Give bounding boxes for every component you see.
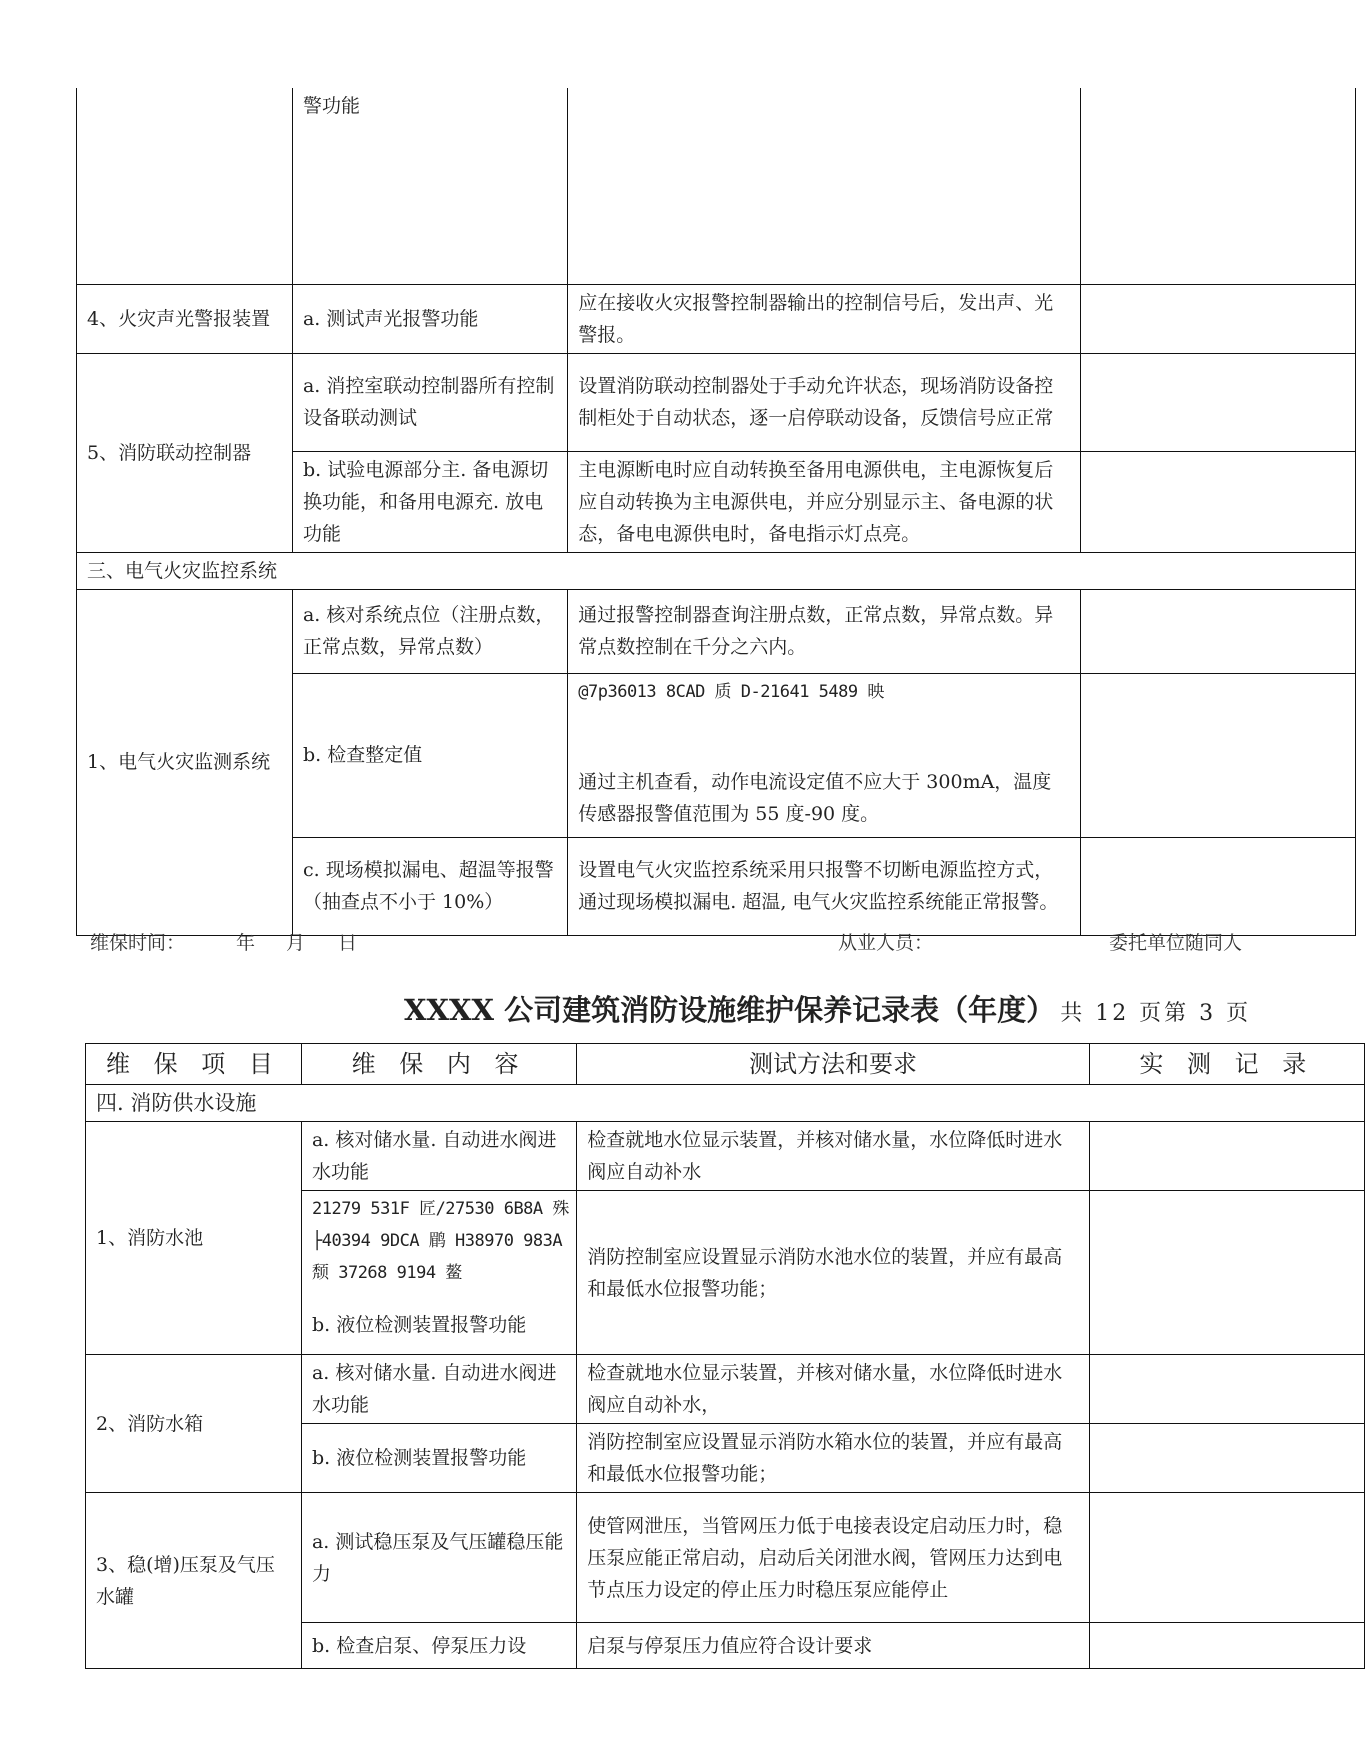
section-heading: 四. 消防供水设施 xyxy=(86,1085,1365,1122)
record-cell[interactable] xyxy=(1080,673,1355,837)
content-cell: b. 试验电源部分主. 备电源切换功能，和备用电源充. 放电功能 xyxy=(292,451,567,552)
record-cell[interactable] xyxy=(1089,1424,1364,1493)
page-number: 共 12 页第 3 页 xyxy=(1060,1001,1252,1026)
content-cell: 警功能 xyxy=(292,88,567,284)
requirement-cell xyxy=(568,673,1080,837)
item-cell xyxy=(77,88,293,284)
requirement-cell xyxy=(568,88,1080,284)
client-escort-label: 委托单位随同人 xyxy=(1109,932,1243,954)
maintenance-table-top xyxy=(76,88,1356,936)
staff-label: 从业人员： xyxy=(838,932,934,954)
record-cell[interactable] xyxy=(1080,88,1355,284)
record-cell[interactable] xyxy=(1089,1623,1364,1669)
record-cell[interactable] xyxy=(1080,353,1355,451)
footer-signature-line xyxy=(90,928,1250,962)
month-label: 月 xyxy=(286,932,306,954)
garbled-text: @7p36013 8CAD 质 D-21641 5489 映 xyxy=(578,681,884,702)
content-cell: a. 核对储水量. 自动进水阀进水功能 xyxy=(301,1122,576,1191)
title-text: XXXX 公司建筑消防设施维护保养记录表（年度） xyxy=(404,993,1056,1027)
header-item: 维 保 项 目 xyxy=(86,1044,302,1085)
header-method: 测试方法和要求 xyxy=(577,1044,1089,1085)
header-record: 实 测 记 录 xyxy=(1089,1044,1364,1085)
item-label-fire-pool: 1、消防水池 xyxy=(86,1122,302,1355)
requirement-cell: 应在接收火灾报警控制器输出的控制信号后，发出声、光警报。 xyxy=(568,284,1080,353)
requirement-cell: 启泵与停泵压力值应符合设计要求 xyxy=(577,1623,1089,1669)
content-cell: c. 现场模拟漏电、超温等报警（抽查点不小于 10%） xyxy=(292,837,567,935)
item-label-pressure-pump: 3、稳(增)压泵及气压水罐 xyxy=(86,1493,302,1669)
maintenance-table-bottom xyxy=(85,1043,1365,1669)
content-cell: a. 核对储水量. 自动进水阀进水功能 xyxy=(301,1355,576,1424)
requirement-cell: 设置电气火灾监控系统采用只报警不切断电源监控方式，通过现场模拟漏电. 超温, 电气火灾监控系统能正常报警。 xyxy=(568,837,1080,935)
content-cell xyxy=(301,1191,576,1355)
content-cell: b. 检查启泵、停泵压力设 xyxy=(301,1623,576,1669)
requirement-cell: 消防控制室应设置显示消防水箱水位的装置，并应有最高和最低水位报警功能； xyxy=(577,1424,1089,1493)
header-content: 维 保 内 容 xyxy=(301,1044,576,1085)
requirement-cell: 检查就地水位显示装置，并核对储水量，水位降低时进水阀应自动补水， xyxy=(577,1355,1089,1424)
content-cell: a. 核对系统点位（注册点数，正常点数，异常点数） xyxy=(292,589,567,673)
item-label-electrical-fire: 1、电气火灾监测系统 xyxy=(77,589,293,935)
requirement-cell: 主电源断电时应自动转换至备用电源供电，主电源恢复后应自动转换为主电源供电，并应分别显示主、备电源的状态，备电电源供电时，备电指示灯点亮。 xyxy=(568,451,1080,552)
requirement-cell: 检查就地水位显示装置，并核对储水量，水位降低时进水阀应自动补水 xyxy=(577,1122,1089,1191)
record-cell[interactable] xyxy=(1089,1355,1364,1424)
record-cell[interactable] xyxy=(1089,1493,1364,1623)
item-label-alarm-device: 4、火灾声光警报装置 xyxy=(77,284,293,353)
content-cell: a. 测试稳压泵及气压罐稳压能力 xyxy=(301,1493,576,1623)
record-cell[interactable] xyxy=(1080,451,1355,552)
requirement-text: 通过主机查看，动作电流设定值不应大于 300mA，温度传感器报警值范围为 55 度-90 度。 xyxy=(578,770,1052,825)
maintenance-time-label: 维保时间： xyxy=(90,932,186,954)
section-heading: 三、电气火灾监控系统 xyxy=(77,552,1356,589)
item-label-fire-tank: 2、消防水箱 xyxy=(86,1355,302,1493)
requirement-cell: 设置消防联动控制器处于手动允许状态，现场消防设备控制柜处于自动状态，逐一启停联动设备，反馈信号应正常 xyxy=(568,353,1080,451)
year-label: 年 xyxy=(236,932,256,954)
record-cell[interactable] xyxy=(1089,1191,1364,1355)
record-cell[interactable] xyxy=(1080,284,1355,353)
content-cell: b. 液位检测装置报警功能 xyxy=(301,1424,576,1493)
requirement-cell: 消防控制室应设置显示消防水池水位的装置，并应有最高和最低水位报警功能； xyxy=(577,1191,1089,1355)
page-title xyxy=(404,988,1251,1029)
item-label-linkage-controller: 5、消防联动控制器 xyxy=(77,353,293,552)
content-cell: a. 测试声光报警功能 xyxy=(292,284,567,353)
content-cell: b. 检查整定值 xyxy=(292,673,567,837)
requirement-cell: 通过报警控制器查询注册点数，正常点数，异常点数。异常点数控制在千分之六内。 xyxy=(568,589,1080,673)
garbled-text: 21279 531F 匠/27530 6B8A 殊├40394 9DCA 鹛 H38970 983A 颓 37268 9194 鳌 xyxy=(311,1199,569,1283)
record-cell[interactable] xyxy=(1089,1122,1364,1191)
content-cell: a. 消控室联动控制器所有控制设备联动测试 xyxy=(292,353,567,451)
record-cell[interactable] xyxy=(1080,837,1355,935)
day-label: 日 xyxy=(338,932,358,954)
record-cell[interactable] xyxy=(1080,589,1355,673)
content-text: b. 液位检测装置报警功能 xyxy=(311,1314,527,1336)
requirement-cell: 使管网泄压，当管网压力低于电接表设定启动压力时，稳压泵应能正常启动，启动后关闭泄水阀，管网压力达到电节点压力设定的停止压力时稳压泵应能停止 xyxy=(577,1493,1089,1623)
